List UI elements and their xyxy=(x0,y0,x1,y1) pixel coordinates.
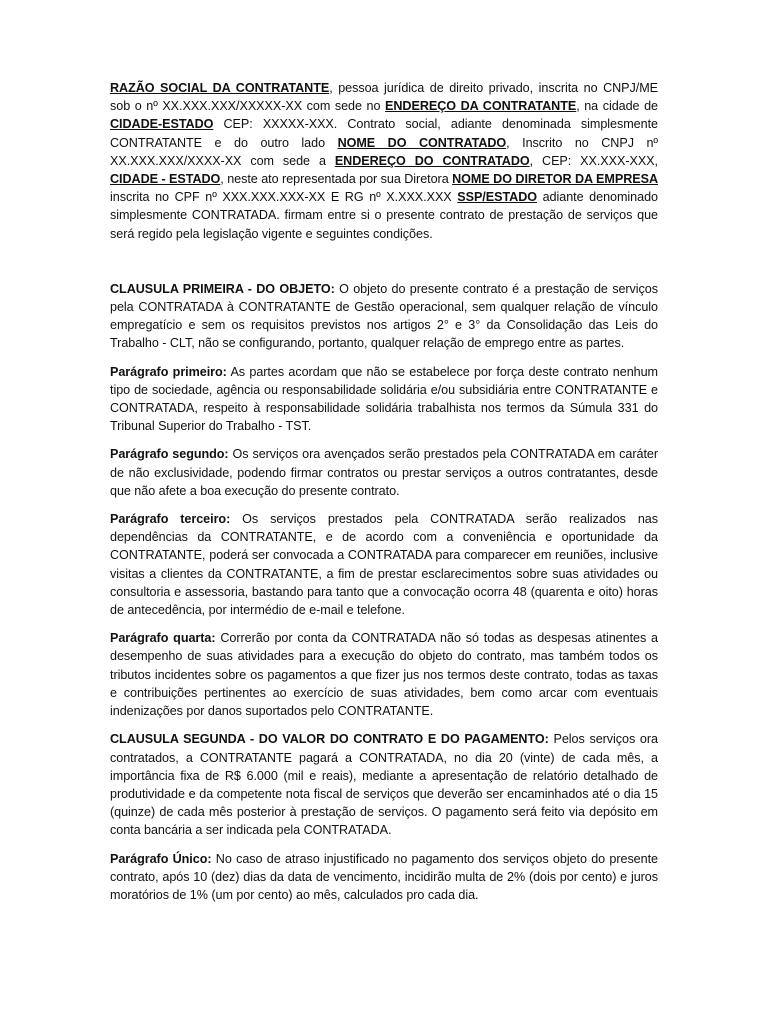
clause-text: O objeto do presente contrato é a prestação de serviços pela CONTRATADA à CONTRATANTE de Gestão operacional, sem qualquer relação de vínculo empregatício e sem os requisitos previstos nos artigos 2° e 3° da Consolidação das Leis do Trabalho - CLT, não se configurando, portanto, qualquer relação de emprego entre as partes. xyxy=(110,281,658,351)
intro-text-1: , pessoa jurídica de direito privado, inscrita no CNPJ/ME sob o nº XX.XXX.XXX/XXXXX-XX com sede no xyxy=(110,81,659,114)
intro-text-4: , Inscrito no CNPJ nº XX.XXX.XXX/XXXX-XX com sede a xyxy=(110,135,658,168)
clause-heading: CLAUSULA SEGUNDA - DO VALOR DO CONTRATO E DO PAGAMENTO: xyxy=(110,732,549,747)
clause-heading: Parágrafo primeiro: xyxy=(110,364,227,379)
contratado-name: NOME DO CONTRATADO xyxy=(337,135,507,150)
paragrafo-unico xyxy=(110,850,658,905)
intro-text-7: inscrita no CPF nº XXX.XXX.XXX-XX E RG nº X.XXX.XXX xyxy=(110,190,458,205)
clause-text: Os serviços ora avençados serão prestados pela CONTRATADA em caráter de não exclusividade, podendo firmar contratos ou prestar serviços a outros contratantes, desde que não afete a boa execução do presente contrato. xyxy=(110,447,658,498)
contratante-address: ENDEREÇO DA CONTRATANTE xyxy=(385,99,577,114)
intro-text-6: , neste ato representada por sua Diretora xyxy=(220,172,453,187)
director-name: NOME DO DIRETOR DA EMPRESA xyxy=(452,172,658,187)
document-page xyxy=(110,79,658,904)
paragrafo-terceiro xyxy=(110,510,658,619)
paragrafo-quarta xyxy=(110,629,658,720)
clause-text: Os serviços prestados pela CONTRATADA serão realizados nas dependências da CONTRATANTE, e de acordo com a conveniência e oportunidade da CONTRATANTE, poderá ser convocada a CONTRATADA para comparecer em reuniões, inclusive visitas a clientes da CONTRATANTE, a fim de prestar esclarecimentos sobre suas atividades ou consultoria e assessoria, bastando para tanto que a convocação ocorra 48 (quarenta e oito) horas de antecedência, por intermédio de e-mail e telefone. xyxy=(110,512,658,618)
contratante-name: RAZÃO SOCIAL DA CONTRATANTE xyxy=(110,81,330,95)
clause-text: As partes acordam que não se estabelece por força deste contrato nenhum tipo de sociedade, agência ou responsabilidade solidária e/ou subsidiária entre CONTRATANTE e CONTRATADA, respeito à responsabilidade solidária trabalhista nos termos da Súmula 331 do Tribunal Superior do Trabalho - TST. xyxy=(110,364,658,434)
clause-heading: Parágrafo terceiro: xyxy=(110,512,231,527)
clause-text: No caso de atraso injustificado no pagamento dos serviços objeto do presente contrato, após 10 (dez) dias da data de vencimento, incidirão multa de 2% (dois por cento) e juros moratórios de 1% (um por cento) ao mês, calculados pro cada dia. xyxy=(110,851,658,902)
intro-text-3: CEP: XXXXX-XXX. Contrato social, adiante denominada simplesmente CONTRATANTE e do outro lado xyxy=(110,117,658,150)
ssp-estado: SSP/ESTADO xyxy=(457,190,537,205)
clause-heading: Parágrafo segundo: xyxy=(110,447,229,462)
clause-primeira xyxy=(110,280,658,353)
intro-text-2: , na cidade de xyxy=(576,99,658,114)
clause-text: Correrão por conta da CONTRATADA não só todas as despesas atinentes a desempenho de suas atividades para a execução do objeto do contrato, mas também todos os tributos incidentes sobre os pagamentos a que fizer jus nos termos deste contrato, todas as taxas e contribuições pertinentes ao exercício de suas atividades, bem como arcar com eventuais indenizações por danos suportados pelo CONTRATANTE. xyxy=(110,631,659,719)
clause-heading: Parágrafo quarta: xyxy=(110,631,216,646)
contratante-city: CIDADE-ESTADO xyxy=(110,117,214,132)
clause-segunda xyxy=(110,730,658,839)
clause-heading: Parágrafo Único: xyxy=(110,851,212,866)
paragrafo-primeiro xyxy=(110,363,658,436)
clause-heading: CLAUSULA PRIMEIRA - DO OBJETO: xyxy=(110,281,335,296)
contratado-address: ENDEREÇO DO CONTRATADO xyxy=(334,153,530,168)
paragrafo-segundo xyxy=(110,445,658,500)
intro-text-8: adiante denominado simplesmente CONTRATADA. firmam entre si o presente contrato de prestação de serviços que será regido pela legislação vigente e seguintes condições. xyxy=(110,190,658,241)
contratado-city: CIDADE - ESTADO xyxy=(110,172,221,187)
intro-text-5: , CEP: XX.XXX-XXX, xyxy=(529,153,658,168)
clause-text: Pelos serviços ora contratados, a CONTRATANTE pagará a CONTRATADA, no dia 20 (vinte) de cada mês, a importância fixa de R$ 6.000 (mil e reais), mediante a apresentação de relatório detalhado de produtividade e da competente nota fiscal de serviços que deverão ser encaminhados até o dia 15 (quinze) de cada mês posterior à prestação de serviços. O pagamento será feito via depósito em conta bancária a ser indicada pela CONTRATADA. xyxy=(110,732,658,838)
intro-paragraph xyxy=(110,79,658,243)
